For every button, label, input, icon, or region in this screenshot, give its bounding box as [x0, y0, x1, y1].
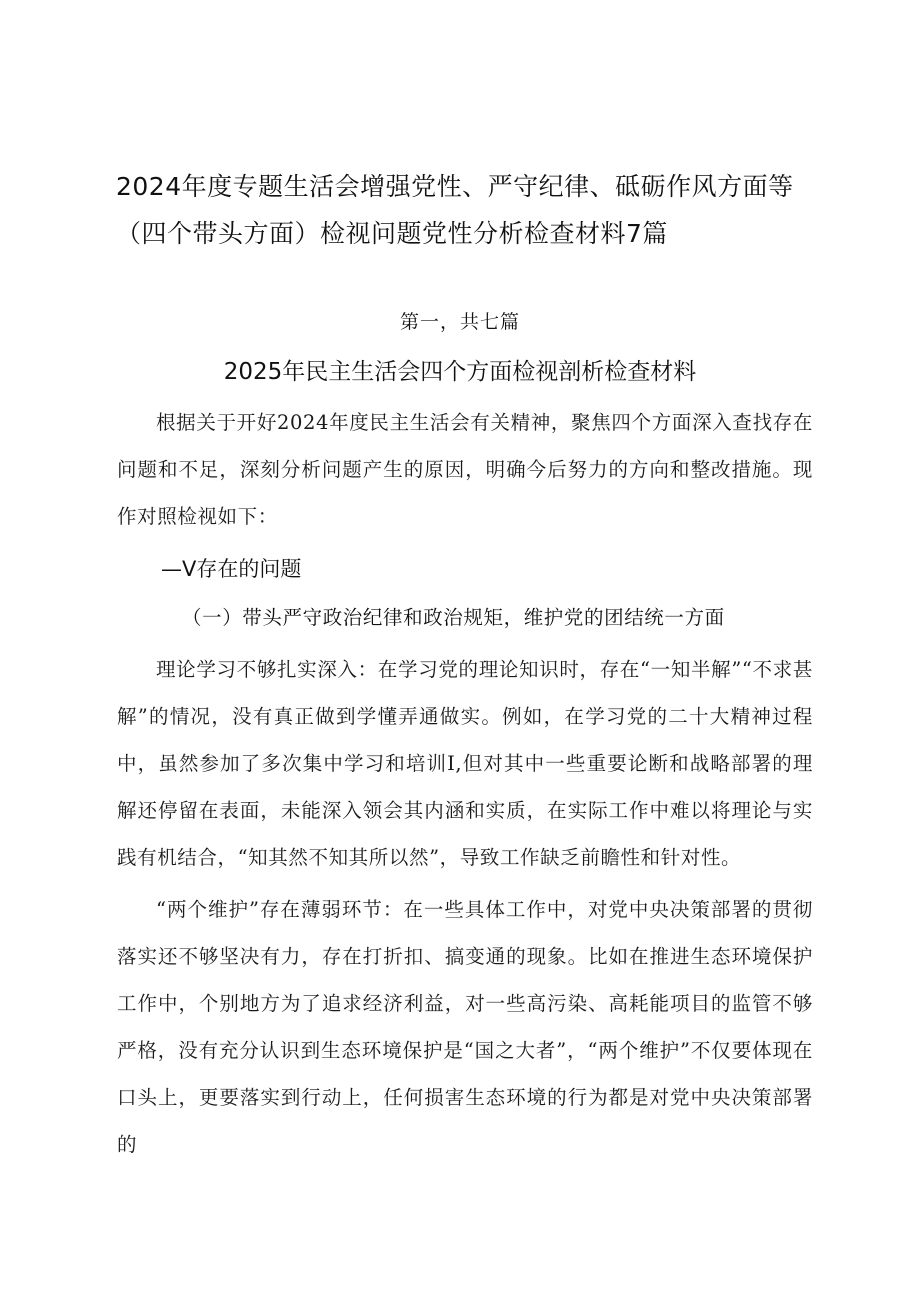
intro-paragraph: 根据关于开好2024年度民主生活会有关精神，聚焦四个方面深入查找存在问题和不足，深刻分析问题产生的原因，明确今后努力的方向和整改措施。现作对照检视如下：: [117, 411, 813, 528]
part-label: 第一，共七篇: [399, 311, 520, 333]
paragraph-two-maintain: “两个维护”存在薄弱环节：在一些具体工作中，对党中央决策部署的贯彻落实还不够坚决有力，存在打折扣、搞变通的现象。比如在推进生态环境保护工作中，个别地方为了追求经济利益，对一些高污染、高耗能项目的监管不够严格，没有充分认识到生态环境保护是“国之大者”，“两个维护”不仅要体现在口头上，更要落实到行动上，任何损害生态环境的行为都是对党中央决策部署的: [117, 898, 813, 1156]
paragraph-theory-study: 理论学习不够扎实深入：在学习党的理论知识时，存在“一知半解”“不求甚解”的情况，没有真正做到学懂弄通做实。例如，在学习党的二十大精神过程中，虽然参加了多次集中学习和培训I,但对其中一些重要论断和战略部署的理解还停留在表面，未能深入领会其内涵和实质，在实际工作中难以将理论与实践有机结合，“知其然不知其所以然”，导致工作缺乏前瞻性和针对性。: [117, 658, 813, 869]
document-title: 2024年度专题生活会增强党性、严守纪律、砥砺作风方面等（四个带头方面）检视问题党性分析检查材料7篇: [116, 172, 794, 248]
article-title: 2025年民主生活会四个方面检视剖析检查材料: [223, 359, 697, 385]
section-heading-problems: —V存在的问题: [161, 557, 302, 581]
subsection-heading-political-discipline: （一）带头严守政治纪律和政治规矩，维护党的团结统一方面: [182, 606, 725, 629]
